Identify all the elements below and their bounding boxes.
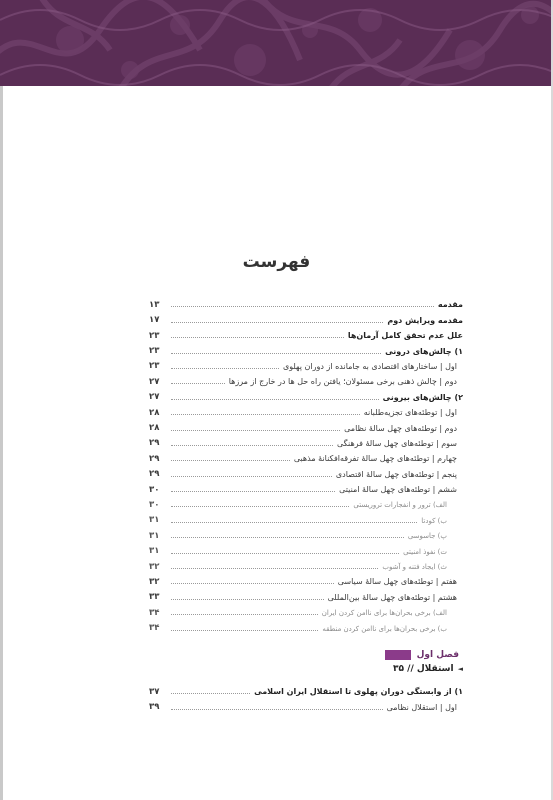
chapter-tag: فصل اول xyxy=(416,650,459,660)
toc-entry xyxy=(149,402,463,417)
toc-page-number: ۳۷ xyxy=(149,686,160,697)
toc-page-number: ۳۳ xyxy=(149,592,160,603)
toc-entry-title: مقدمه ویرایش دوم xyxy=(387,315,463,325)
toc-entry-title: الف) ترور و انفجارات تروریستی xyxy=(353,501,447,510)
dot-leader xyxy=(171,709,383,710)
toc-page-number: ۲۹ xyxy=(149,469,160,480)
toc-entry xyxy=(149,356,463,371)
toc-entry xyxy=(149,556,463,571)
toc-page-number: ۱۳ xyxy=(149,299,160,310)
toc-page-number: ۲۹ xyxy=(149,438,160,449)
toc-entry xyxy=(149,479,463,494)
toc-entry xyxy=(149,525,463,540)
toc-entry-title: هشتم | توطئه‌های چهل سالهٔ بین‌المللی xyxy=(327,592,457,602)
dot-leader xyxy=(171,337,344,338)
toc-entry xyxy=(149,325,463,340)
toc-entry xyxy=(149,696,463,711)
toc-page-number: ۳۲ xyxy=(149,561,160,572)
toc-page-number: ۱۷ xyxy=(149,315,160,326)
dot-leader xyxy=(171,445,333,446)
toc-page-number: ۲۷ xyxy=(149,392,160,403)
dot-leader xyxy=(171,583,334,584)
toc-entry-title: دوم | چالش ذهنی برخی مسئولان؛ یافتن راه حل ها در خارج از مرزها xyxy=(228,377,457,387)
toc-entry-title: سوم | توطئه‌های چهل سالهٔ فرهنگی xyxy=(336,438,457,448)
dot-leader xyxy=(171,322,383,323)
toc-entry-title: اول | استقلال نظامی xyxy=(386,702,457,712)
toc-entry xyxy=(149,371,463,386)
floral-pattern-icon xyxy=(0,0,553,86)
dot-leader xyxy=(171,506,349,507)
toc-entry xyxy=(149,386,463,401)
toc-entry-title: ششم | توطئه‌های چهل سالهٔ امنیتی xyxy=(339,485,457,495)
toc-page-number: ۳۱ xyxy=(149,530,160,541)
page-title: فهرست xyxy=(242,252,311,272)
toc-entry xyxy=(149,494,463,509)
toc-entry-title: ۱) از وابستگی دوران پهلوی تا استقلال ایران اسلامی xyxy=(254,687,463,697)
dot-leader xyxy=(171,306,434,307)
toc-page-number: ۳۰ xyxy=(149,499,160,510)
toc-entry-title: اول | ساختارهای اقتصادی به جامانده از دوران پهلوی xyxy=(283,361,457,371)
table-of-contents xyxy=(149,294,463,633)
chapter-title xyxy=(149,664,463,674)
dot-leader xyxy=(171,383,225,384)
toc-entry xyxy=(149,417,463,432)
toc-page-number: ۲۳ xyxy=(149,330,160,341)
dot-leader xyxy=(171,491,335,492)
toc-entry xyxy=(149,294,463,309)
toc-entry xyxy=(149,463,463,478)
toc-page-number: ۲۳ xyxy=(149,346,160,357)
toc-entry xyxy=(149,340,463,355)
dot-leader xyxy=(171,460,290,461)
toc-entry-title: اول | توطئه‌های تجزیه‌طلبانه xyxy=(363,408,457,418)
toc-entry-title: ب) برخی بحران‌ها برای ناامن کردن منطقه xyxy=(322,624,447,633)
toc-entry-title: الف) برخی بحران‌ها برای ناامن کردن ایران xyxy=(321,609,447,618)
toc-page-number: ۳۲ xyxy=(149,576,160,587)
toc-entry-title: ۱) چالش‌های درونی xyxy=(385,346,463,356)
toc-entry xyxy=(149,586,463,601)
dot-leader xyxy=(171,630,318,631)
toc-page-number: ۲۳ xyxy=(149,361,160,372)
chapter-header xyxy=(149,648,463,662)
toc-entry-title: ت) نفوذ امنیتی xyxy=(403,547,447,556)
dot-leader xyxy=(171,353,381,354)
toc-entry xyxy=(149,309,463,324)
toc-entry xyxy=(149,617,463,632)
toc-entry xyxy=(149,602,463,617)
toc-entry-title: ۲) چالش‌های بیرونی xyxy=(382,392,463,402)
dot-leader xyxy=(171,399,379,400)
decorative-header-banner xyxy=(0,0,553,86)
dot-leader xyxy=(171,522,417,523)
toc-entry xyxy=(149,571,463,586)
toc-entry-title: ث) ایجاد فتنه و آشوب xyxy=(382,563,447,572)
toc-entry-title: مقدمه xyxy=(437,300,463,310)
toc-page-number: ۳۹ xyxy=(149,702,160,713)
dot-leader xyxy=(171,553,399,554)
dot-leader xyxy=(171,476,332,477)
toc-entry xyxy=(149,433,463,448)
toc-page-number: ۳۱ xyxy=(149,546,160,557)
toc-entry-title: دوم | توطئه‌های چهل سالهٔ نظامی xyxy=(344,423,457,433)
toc-entry-title: پنجم | توطئه‌های چهل سالهٔ اقتصادی xyxy=(335,469,457,479)
triangle-bullet-icon: ◄ xyxy=(457,665,463,673)
toc-entry xyxy=(149,681,463,696)
dot-leader xyxy=(171,414,360,415)
toc-entry-title: ب) کودتا xyxy=(421,516,447,525)
toc-entry xyxy=(149,448,463,463)
dot-leader xyxy=(171,693,250,694)
toc-page-number: ۲۸ xyxy=(149,423,160,434)
toc-entry-title: پ) جاسوسی xyxy=(407,532,447,541)
toc-page-number: ۳۰ xyxy=(149,484,160,495)
toc-entry-title: چهارم | توطئه‌های چهل سالهٔ تفرقه‌افکنانهٔ مذهبی xyxy=(293,454,457,464)
toc-entry-title: هفتم | توطئه‌های چهل سالهٔ سیاسی xyxy=(337,577,457,587)
chapter-title-text: استقلال // ۳۵ xyxy=(393,664,454,674)
dot-leader xyxy=(171,368,279,369)
toc-entry xyxy=(149,509,463,524)
dot-leader xyxy=(171,430,340,431)
toc-page-number: ۳۴ xyxy=(149,607,160,618)
dot-leader xyxy=(171,537,404,538)
dot-leader xyxy=(171,599,324,600)
dot-leader xyxy=(171,568,378,569)
toc-page-number: ۲۸ xyxy=(149,407,160,418)
toc-page-number: ۲۷ xyxy=(149,376,160,387)
toc-entry-title: علل عدم تحقق کامل آرمان‌ها xyxy=(347,331,463,341)
chapter-contents xyxy=(149,681,463,712)
dot-leader xyxy=(171,614,318,615)
toc-page-number: ۲۹ xyxy=(149,453,160,464)
chapter-accent-block xyxy=(385,650,411,660)
toc-page-number: ۳۱ xyxy=(149,515,160,526)
page-edge-left xyxy=(0,86,3,800)
toc-entry xyxy=(149,540,463,555)
toc-page-number: ۳۴ xyxy=(149,623,160,634)
